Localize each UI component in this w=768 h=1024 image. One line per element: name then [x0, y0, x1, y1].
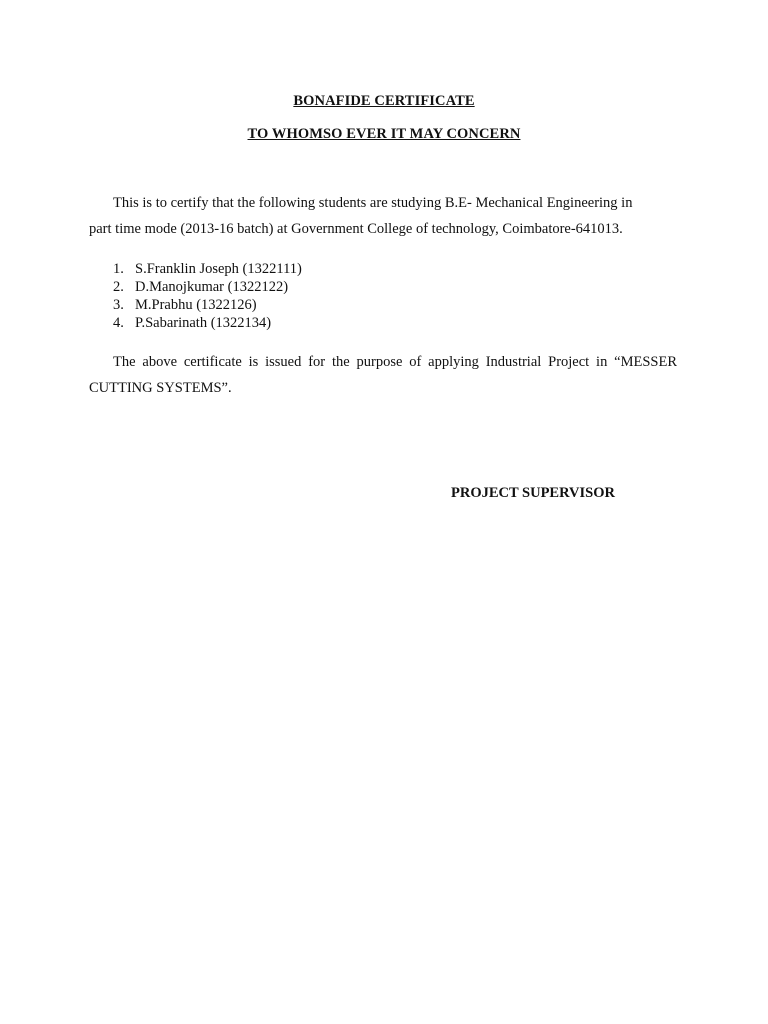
list-item [113, 296, 302, 314]
list-item [113, 314, 302, 332]
student-name: M.Prabhu (1322126) [135, 297, 257, 313]
student-list [113, 260, 302, 332]
certificate-subtitle: TO WHOMSO EVER IT MAY CONCERN [247, 126, 521, 142]
purpose-text: The above certificate is issued for the purpose of applying Industrial Project in “MESSER CUTTING SYSTEMS”. [89, 354, 677, 396]
list-number: 3. [113, 297, 124, 313]
paragraph1-line1: This is to certify that the following students are studying B.E- Mechanical Engineering in [113, 195, 633, 211]
certification-paragraph [89, 190, 677, 242]
signoff-label: PROJECT SUPERVISOR [451, 485, 615, 501]
list-number: 4. [113, 315, 124, 331]
student-name: P.Sabarinath (1322134) [135, 315, 272, 331]
list-item [113, 278, 302, 296]
student-name: S.Franklin Joseph (1322111) [135, 261, 302, 277]
list-number: 1. [113, 261, 124, 277]
paragraph1-line2: part time mode (2013-16 batch) at Government College of technology, Coimbatore-641013. [89, 221, 623, 237]
list-item [113, 260, 302, 278]
certificate-title: BONAFIDE CERTIFICATE [293, 93, 475, 109]
purpose-paragraph [89, 349, 677, 401]
student-name: D.Manojkumar (1322122) [135, 279, 289, 295]
list-number: 2. [113, 279, 124, 295]
